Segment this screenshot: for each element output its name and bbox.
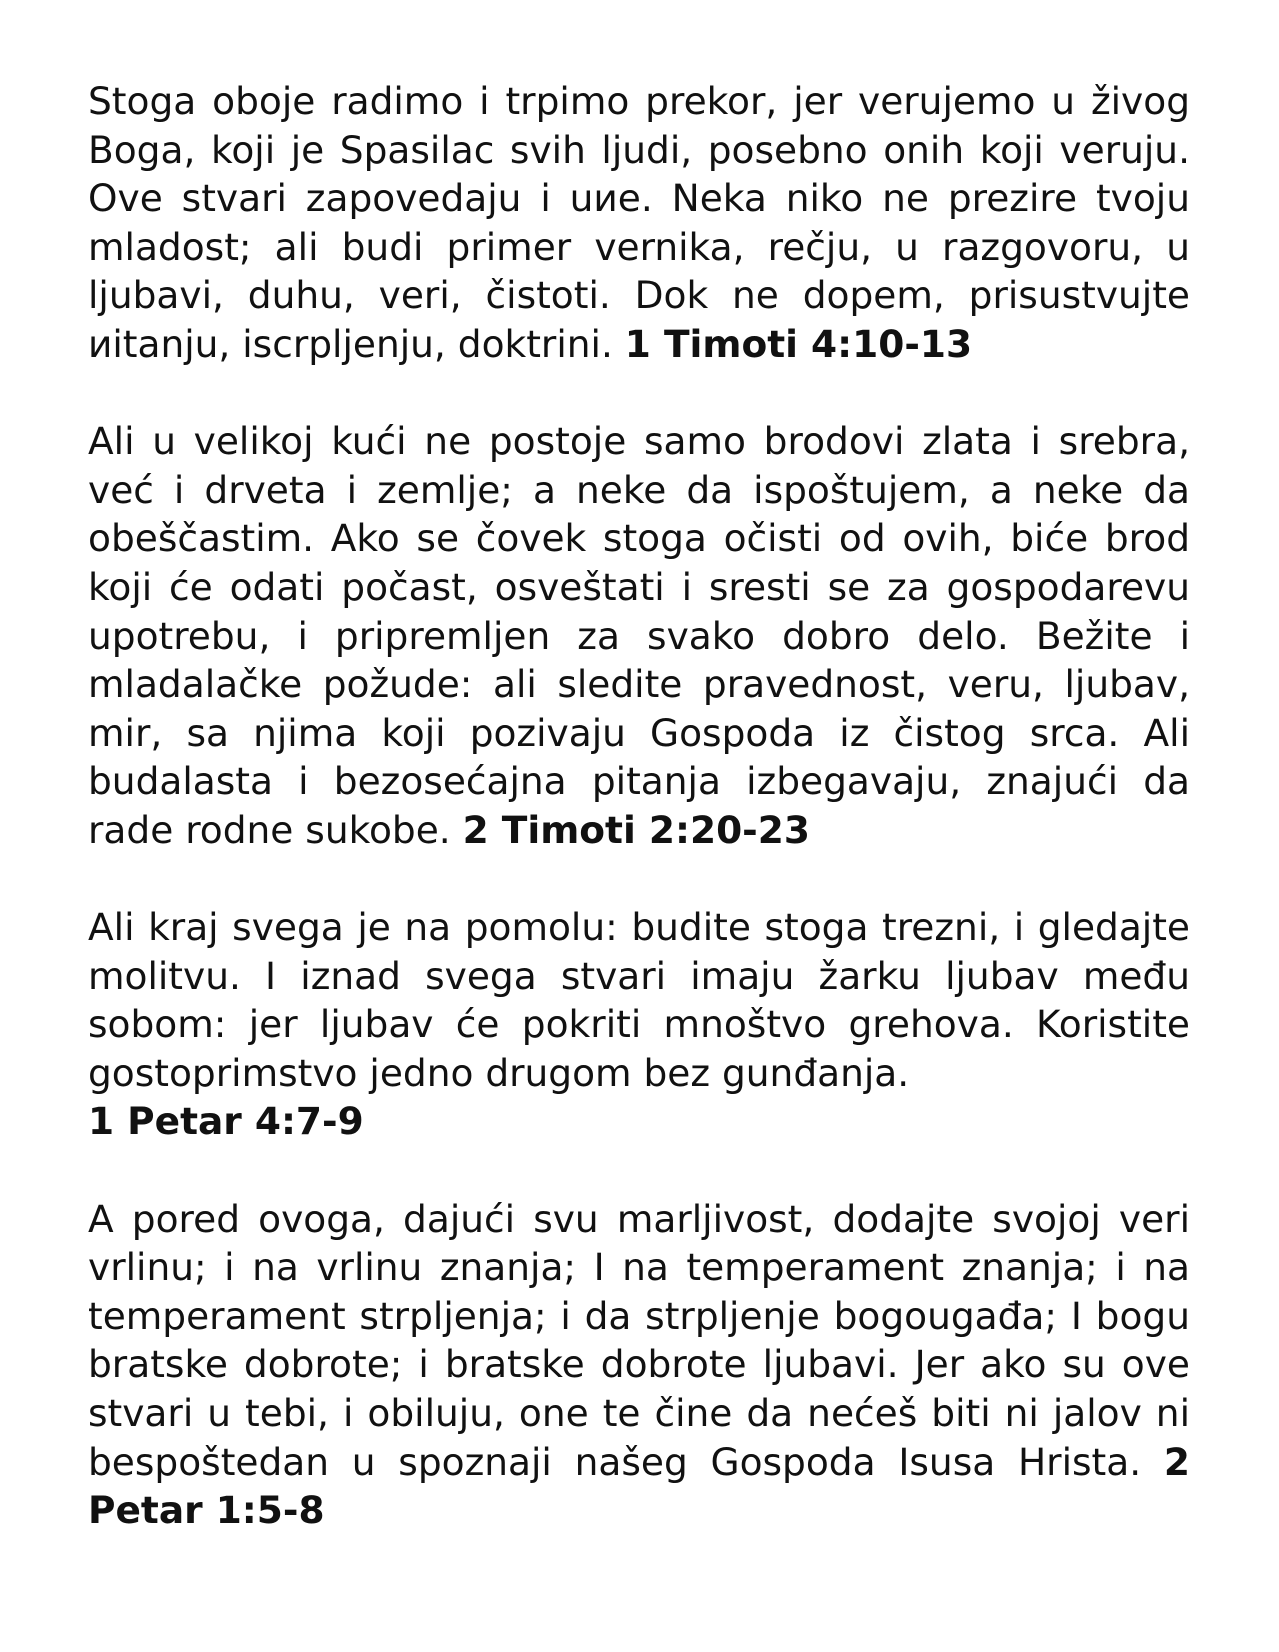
passage-text: Ali kraj svega je na pomolu: budite stoga trezni, i gledajte molitvu. I iznad svega stvari imaju žarku ljubav među sobom: jer ljubav će pokriti mnoštvo grehova. Koristite gostoprimstvo jedno drugom bez gunđanja. xyxy=(88,905,1190,1095)
passage-text: Stoga oboje radimo i trpimo prekor, jer verujemo u živog Boga, koji je Spasilac svih ljudi, posebno onih koji veruju. Ove stvari zapovedaju i uие. Neka niko ne prezire tvoju mladost; ali budi primer vernika, rečju, u razgovoru, u ljubavi, duhu, veri, čistoti. Dok ne dopem, prisustvujte иitanju, iscrpljenju, doktrini. xyxy=(88,79,1190,366)
passage-text: A pored ovoga, dajući svu marljivost, dodajte svojoj veri vrlinu; i na vrlinu znanja; I na temperament znanja; i na temperament strpljenja; i da strpljenje bogougađa; I bogu bratske dobrote; i bratske dobrote ljubavi. Jer ako su ove stvari u tebi, i obiluju, one te čine da nećeš biti ni jalov ni bespoštedan u spoznaji našeg Gospoda Isusa Hrista. xyxy=(88,1196,1190,1484)
scripture-reference: 2 Petar 1:5-8 xyxy=(88,1439,1191,1533)
passage-4 xyxy=(88,1195,1190,1535)
passage-1 xyxy=(88,77,1190,369)
passage-2 xyxy=(88,417,1190,854)
scripture-reference: 1 Timoti 4:10-13 xyxy=(624,321,973,366)
scripture-reference: 1 Petar 4:7-9 xyxy=(88,1099,364,1144)
scripture-reference: 2 Timoti 2:20-23 xyxy=(462,807,810,852)
passage-text: Ali u velikoj kući ne postoje samo brodovi zlata i srebra, već i drveta i zemlje; a neke da ispoštujem, a neke da obeščastim. Ako se čovek stoga očisti od ovih, biće brod koji će odati počast, osveštati i sresti se za gospodarevu upotrebu, i pripremljen za svako dobro delo. Bežite i mladalačke požude: ali sledite pravednost, veru, ljubav, mir, sa njima koji pozivaju Gospoda iz čistog srca. Ali budalasta i bezosećajna pitanja izbegavaju, znajući da rade rodne sukobe. xyxy=(88,419,1190,852)
document-page xyxy=(88,77,1190,1583)
passage-3 xyxy=(88,903,1190,1146)
